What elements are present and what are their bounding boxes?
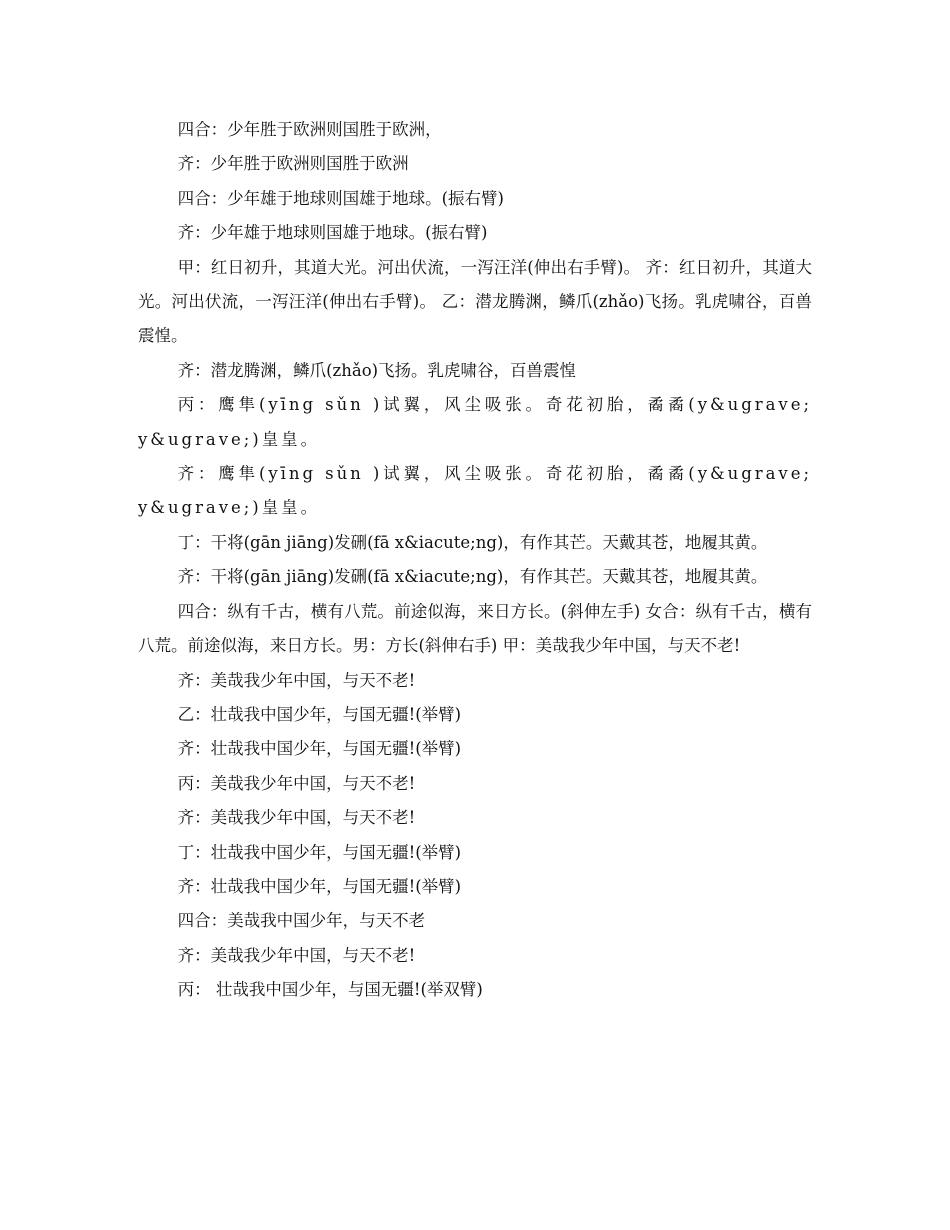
script-line: 齐：少年胜于欧洲则国胜于欧洲 [177, 154, 409, 174]
script-line: 齐：美哉我少年中国，与天不老! [177, 945, 416, 965]
script-line: 齐：美哉我少年中国，与天不老! [177, 670, 416, 690]
script-line: 丙： 壮哉我中国少年，与国无疆!(举双臂) [177, 980, 483, 1000]
script-line: 四合：纵有千古，横有八荒。前途似海，来日方长。(斜伸左手) 女合：纵有千古，横有八荒。前途似海，来日方长。男：方长(斜伸右手) 甲：美哉我少年中国，与天不老! [138, 601, 812, 656]
script-line: 四合：少年雄于地球则国雄于地球。(振右臂) [177, 188, 504, 208]
script-line: 齐：干将(gān jiāng)发硎(fā x&iacute;ng)，有作其芒。天戴其苍，地履其黄。 [177, 567, 768, 587]
script-line: 四合：少年胜于欧洲则国胜于欧洲， [177, 120, 442, 139]
script-line: 齐：美哉我少年中国，与天不老! [177, 808, 416, 828]
script-line: 丁：壮哉我中国少年，与国无疆!(举臂) [177, 842, 462, 862]
document-body [138, 113, 812, 1008]
script-line: 乙：壮哉我中国少年，与国无疆!(举臂) [177, 704, 462, 724]
script-line: 丁：干将(gān jiāng)发硎(fā x&iacute;ng)，有作其芒。天戴其苍，地履其黄。 [177, 532, 768, 552]
script-line: 齐：壮哉我中国少年，与国无疆!(举臂) [177, 739, 462, 759]
script-line: 齐：壮哉我中国少年，与国无疆!(举臂) [177, 876, 462, 896]
script-line: 丙：鹰隼(yīng sǔn )试翼，风尘吸张。奇花初胎，矞矞(y&ugrave; y&ugrave;)皇皇。 [138, 395, 812, 449]
script-line: 四合：美哉我中国少年，与天不老 [177, 911, 426, 931]
script-line: 齐：少年雄于地球则国雄于地球。(振右臂) [177, 223, 488, 243]
script-line: 甲：红日初升，其道大光。河出伏流，一泻汪洋(伸出右手臂)。 齐：红日初升，其道大光。河出伏流，一泻汪洋(伸出右手臂)。 乙：潜龙腾渊，鳞爪(zhǎo)飞扬。乳虎啸谷，百兽震惶。 [138, 257, 812, 346]
script-line: 齐：潜龙腾渊，鳞爪(zhǎo)飞扬。乳虎啸谷，百兽震惶 [177, 360, 577, 380]
script-line: 齐：鹰隼(yīng sǔn )试翼，风尘吸张。奇花初胎，矞矞(y&ugrave; y&ugrave;)皇皇。 [138, 464, 812, 518]
script-line: 丙：美哉我少年中国，与天不老! [177, 773, 416, 793]
